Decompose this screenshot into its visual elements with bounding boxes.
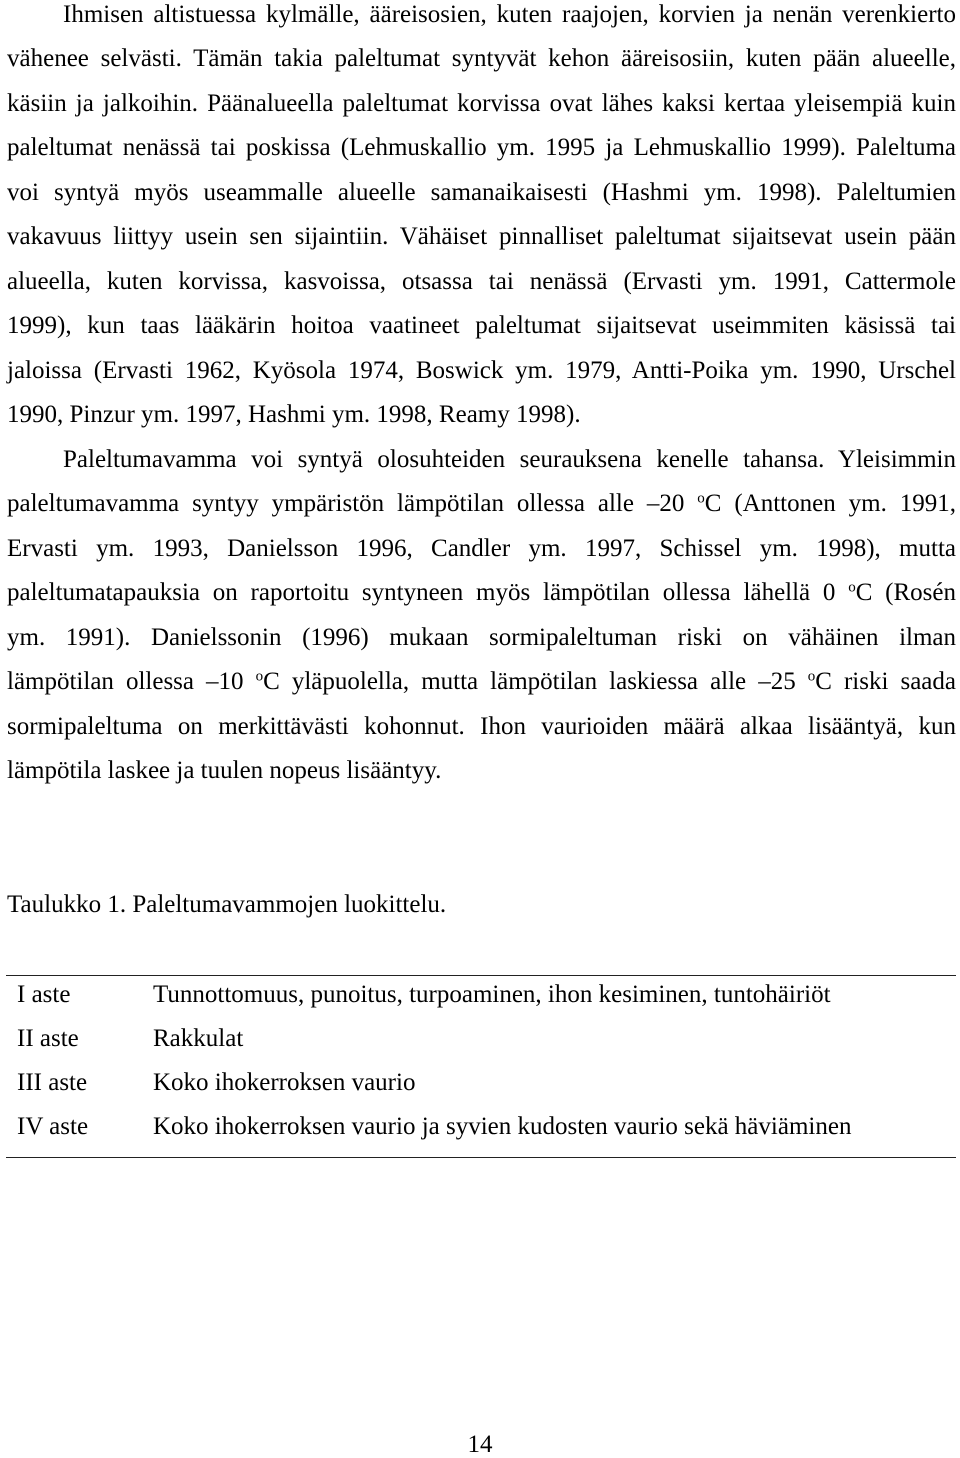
text-line: 1999), kun taas lääkärin hoitoa vaatineet paleltumat sijaitsevat useimmiten käsissä tai <box>7 312 956 340</box>
text-line: paleltumat nenässä tai poskissa (Lehmuskallio ym. 1995 ja Lehmuskallio 1999). Paleltuma <box>7 134 956 162</box>
grade-cell: I aste <box>17 980 71 1008</box>
text-line: voi syntyä myös useammalle alueelle samanaikaisesti (Hashmi ym. 1998). Paleltumien <box>7 178 956 206</box>
text-segment: paleltumavamma syntyy ympäristön lämpötilan ollessa alle –20 <box>7 490 698 518</box>
body-text <box>7 0 956 800</box>
text-line <box>7 489 956 533</box>
text-segment: C (Rosén <box>855 579 956 607</box>
table-row <box>6 1068 956 1112</box>
text-line: ym. 1991). Danielssonin (1996) mukaan sormipaleltuman riski on vähäinen ilman <box>7 623 956 651</box>
degree-superscript: o <box>807 668 816 685</box>
grade-cell: III aste <box>17 1069 88 1097</box>
page-number: 14 <box>467 1431 493 1458</box>
text-line: Paleltumavamma voi syntyä olosuhteiden seurauksena kenelle tahansa. Yleisimmin <box>63 445 956 473</box>
text-segment: paleltumatapauksia on raportoitu syntyneen myös lämpötilan ollessa lähellä 0 <box>7 579 849 607</box>
text-segment: C yläpuolella, mutta lämpötilan laskiessa alle –25 <box>263 668 808 696</box>
text-line: käsiin ja jalkoihin. Päänalueella paleltumat korvissa ovat lähes kaksi kertaa yleisempiä kuin <box>7 89 956 117</box>
text-line: lämpötila laskee ja tuulen nopeus lisääntyy. <box>7 756 442 784</box>
text-line: vähenee selvästi. Tämän takia paleltumat syntyvät kehon ääreisosiin, kuten pään alueelle, <box>7 45 956 73</box>
paragraph-1 <box>7 0 956 445</box>
text-line: Ervasti ym. 1993, Danielsson 1996, Candler ym. 1997, Schissel ym. 1998), mutta <box>7 534 956 562</box>
frostbite-classification-table <box>6 975 956 1158</box>
table-row <box>6 980 956 1024</box>
text-line: Ihmisen altistuessa kylmälle, ääreisosien, kuten raajojen, korvien ja nenän verenkierto <box>63 1 956 28</box>
grade-cell: II aste <box>17 1024 79 1052</box>
grade-cell: IV aste <box>17 1113 89 1141</box>
table-row <box>6 1112 956 1156</box>
table-row <box>6 1024 956 1068</box>
description-cell: Rakkulat <box>153 1024 244 1052</box>
text-segment: lämpötilan ollessa –10 <box>7 668 256 696</box>
text-segment: C (Anttonen ym. 1991, <box>704 490 956 518</box>
degree-superscript: o <box>255 668 264 685</box>
text-line: sormipaleltuma on merkittävästi kohonnut. Ihon vaurioiden määrä alkaa lisääntyä, kun <box>7 712 956 740</box>
description-cell: Koko ihokerroksen vaurio ja syvien kudosten vaurio sekä häviäminen <box>153 1113 852 1141</box>
text-line <box>7 667 956 711</box>
text-line: jaloissa (Ervasti 1962, Kyösola 1974, Boswick ym. 1979, Antti-Poika ym. 1990, Urschel <box>7 356 956 384</box>
paragraph-2 <box>7 445 956 801</box>
text-segment: C riski saada <box>815 668 956 696</box>
description-cell: Tunnottomuus, punoitus, turpoaminen, ihon kesiminen, tuntohäiriöt <box>153 980 831 1008</box>
degree-superscript: o <box>848 579 856 596</box>
description-cell: Koko ihokerroksen vaurio <box>153 1069 416 1097</box>
text-line <box>7 578 956 622</box>
text-line: alueella, kuten korvissa, kasvoissa, otsassa tai nenässä (Ervasti ym. 1991, Cattermole <box>7 267 956 295</box>
degree-superscript: o <box>697 490 705 507</box>
table-caption: Taulukko 1. Paleltumavammojen luokittelu. <box>7 891 447 918</box>
text-line: 1990, Pinzur ym. 1997, Hashmi ym. 1998, Reamy 1998). <box>7 401 581 429</box>
text-line: vakavuus liittyy usein sen sijaintiin. Vähäiset pinnalliset paleltumat sijaitsevat usein pään <box>7 223 956 251</box>
